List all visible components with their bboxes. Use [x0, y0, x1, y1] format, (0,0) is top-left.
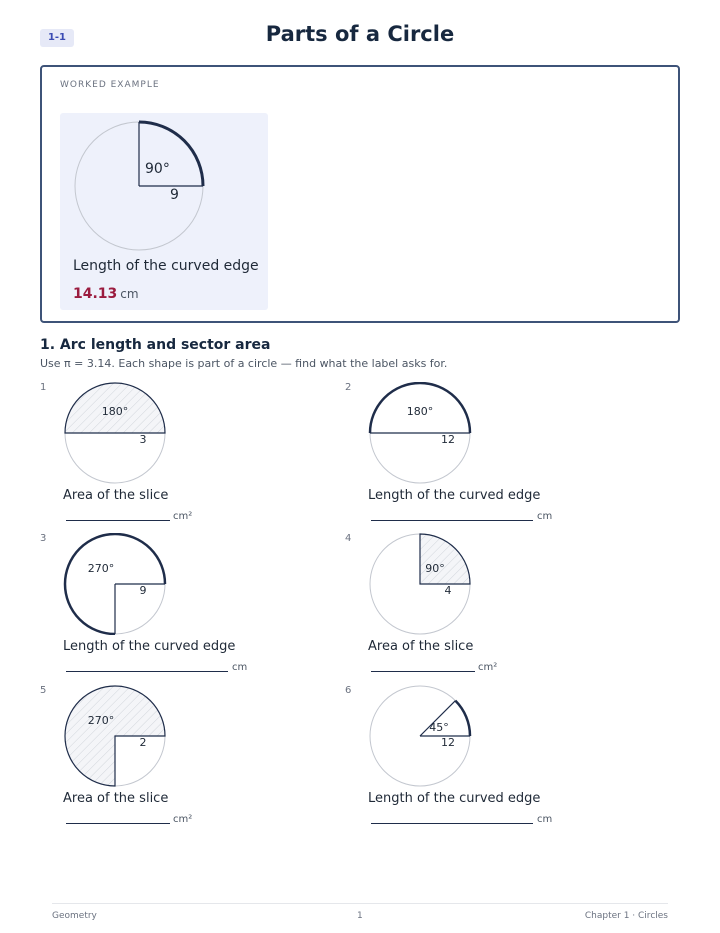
- problem-3-radius-label: 9: [139, 584, 147, 597]
- problem-3-diagram: [55, 533, 195, 635]
- problem-number: 4: [345, 533, 352, 544]
- problem-4-angle-label: 90°: [425, 562, 445, 575]
- problem-number: 5: [40, 685, 47, 696]
- footer-chapter: Chapter 1 · Circles: [584, 911, 668, 921]
- problem-4-answer-line[interactable]: [371, 671, 475, 672]
- problem-4-unit: cm²: [478, 662, 498, 673]
- problem-number: 1: [40, 382, 47, 393]
- section-title: 1. Arc length and sector area: [40, 337, 271, 353]
- problem-5-sector: [65, 686, 165, 786]
- page-title: Parts of a Circle: [265, 22, 455, 46]
- problem-6-unit: cm: [537, 814, 553, 825]
- problem-1-unit: cm²: [173, 511, 193, 522]
- problem-5-unit: cm²: [173, 814, 193, 825]
- example-circle-diagram: [60, 113, 268, 253]
- problem-5-angle-label: 270°: [87, 714, 115, 727]
- problem-4: [345, 533, 645, 683]
- problem-3: [40, 533, 340, 683]
- problem-5-question: Area of the slice: [63, 791, 169, 806]
- problem-5-diagram: [55, 685, 195, 787]
- problem-2-diagram: [360, 382, 500, 484]
- problem-6-radius-label: 12: [441, 736, 455, 749]
- example-answer-value: 14.13: [73, 286, 118, 302]
- problem-4-sector: [420, 534, 470, 584]
- problem-2-answer-line[interactable]: [371, 520, 533, 521]
- problem-3-answer-line[interactable]: [66, 671, 228, 672]
- worked-example-tag: WORKED EXAMPLE: [60, 80, 160, 90]
- problem-number: 6: [345, 685, 352, 696]
- problem-5: [40, 685, 340, 835]
- problem-3-question: Length of the curved edge: [63, 639, 236, 654]
- problem-4-question: Area of the slice: [368, 639, 474, 654]
- problem-1-radius-label: 3: [139, 433, 147, 446]
- problem-2-angle-label: 180°: [406, 405, 434, 418]
- problem-6-angle-label: 45°: [429, 721, 449, 734]
- footer-page-number: 1: [357, 911, 363, 921]
- footer-divider: [52, 903, 668, 904]
- example-angle-label: 90°: [145, 161, 170, 177]
- problem-6-answer-line[interactable]: [371, 823, 533, 824]
- problem-2: [345, 382, 645, 532]
- problem-1-question: Area of the slice: [63, 488, 169, 503]
- problem-6: [345, 685, 645, 835]
- problem-1-angle-label: 180°: [101, 405, 129, 418]
- example-question: Length of the curved edge: [73, 258, 259, 274]
- problem-4-diagram: [360, 533, 500, 635]
- problem-6-diagram: [360, 685, 500, 787]
- lesson-badge: 1-1: [40, 29, 74, 47]
- problem-number: 3: [40, 533, 47, 544]
- example-radius-label: 9: [170, 187, 179, 203]
- problem-6-question: Length of the curved edge: [368, 791, 541, 806]
- problem-5-answer-line[interactable]: [66, 823, 170, 824]
- problem-2-question: Length of the curved edge: [368, 488, 541, 503]
- footer-subject: Geometry: [52, 911, 97, 921]
- problem-1-diagram: [55, 382, 195, 484]
- problem-4-radius-label: 4: [444, 584, 452, 597]
- worked-example-box: [40, 65, 680, 323]
- problem-1: [40, 382, 340, 532]
- problem-2-unit: cm: [537, 511, 553, 522]
- problem-5-radius-label: 2: [139, 736, 147, 749]
- section-instructions: Use π = 3.14. Each shape is part of a circle — find what the label asks for.: [40, 357, 448, 370]
- problem-6-arc: [455, 701, 470, 736]
- problem-1-answer-line[interactable]: [66, 520, 170, 521]
- problem-number: 2: [345, 382, 352, 393]
- problem-3-angle-label: 270°: [87, 562, 115, 575]
- problem-3-unit: cm: [232, 662, 248, 673]
- worked-example-card: [60, 113, 268, 310]
- example-answer: [73, 283, 139, 302]
- example-answer-unit: cm: [120, 287, 139, 301]
- problem-2-radius-label: 12: [441, 433, 455, 446]
